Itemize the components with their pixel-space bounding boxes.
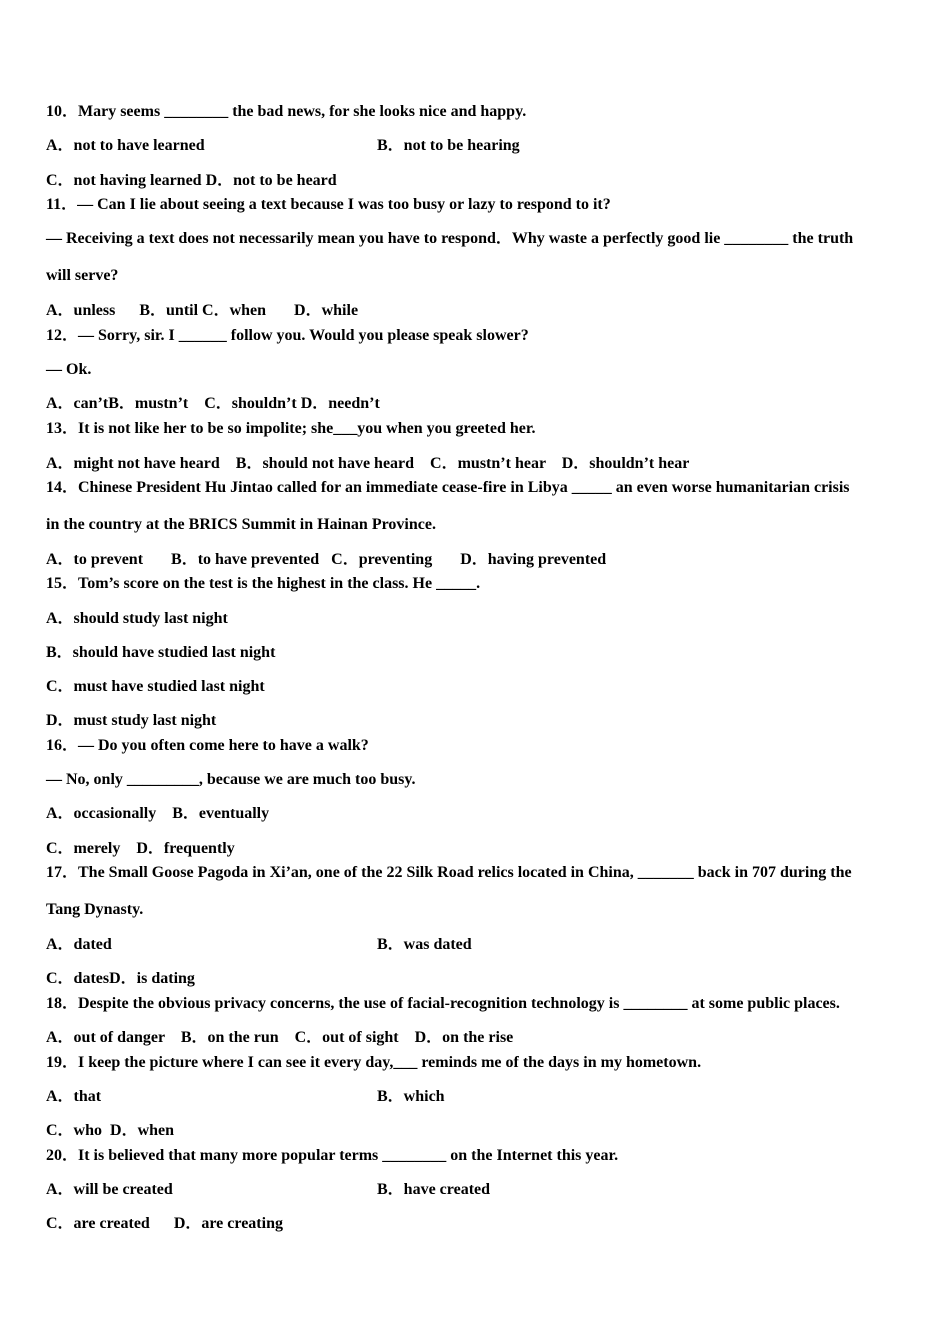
question-13-options: A．might not have heard B．should not have heard C．mustn’t hear D．shouldn’t hear xyxy=(46,455,690,472)
question-20-options-cd: C．are created D．are creating xyxy=(46,1215,283,1232)
question-15-option-c: C．must have studied last night xyxy=(46,678,265,695)
question-15-option-d: D．must study last night xyxy=(46,712,217,729)
question-17-option-b: B．was dated xyxy=(377,936,472,953)
question-11-stem-3: will serve? xyxy=(46,267,119,284)
question-16-stem-1: 16．— Do you often come here to have a walk? xyxy=(46,737,369,754)
question-15-option-b: B．should have studied last night xyxy=(46,644,276,661)
question-17-options-cd: C．datesD．is dating xyxy=(46,970,195,987)
question-14-stem-2: in the country at the BRICS Summit in Hainan Province. xyxy=(46,516,436,533)
question-13-stem: 13．It is not like her to be so impolite; she___you when you greeted her. xyxy=(46,420,536,437)
question-17-stem-1: 17．The Small Goose Pagoda in Xi’an, one of the 22 Silk Road relics located in China, _______ back in 707 during the xyxy=(46,864,852,881)
question-16-stem-2: — No, only _________, because we are much too busy. xyxy=(46,771,416,788)
question-17-option-a: A．dated xyxy=(46,936,112,953)
question-11-stem-1: 11．— Can I lie about seeing a text because I was too busy or lazy to respond to it? xyxy=(46,196,611,213)
question-18-stem: 18．Despite the obvious privacy concerns, the use of facial-recognition technology is ________ at some public places. xyxy=(46,995,840,1012)
question-14-options: A．to prevent B．to have prevented C．preventing D．having prevented xyxy=(46,551,607,568)
question-10-option-a: A．not to have learned xyxy=(46,137,205,154)
question-19-option-b: B．which xyxy=(377,1088,445,1105)
question-10-option-b: B．not to be hearing xyxy=(377,137,520,154)
question-20-option-a: A．will be created xyxy=(46,1181,173,1198)
question-14-stem-1: 14．Chinese President Hu Jintao called for an immediate cease-fire in Libya _____ an even worse humanitarian crisis xyxy=(46,479,850,496)
question-10-stem: 10．Mary seems ________ the bad news, for she looks nice and happy. xyxy=(46,103,527,120)
question-17-stem-2: Tang Dynasty. xyxy=(46,901,144,918)
question-19-option-a: A．that xyxy=(46,1088,102,1105)
question-20-option-b: B．have created xyxy=(377,1181,491,1198)
question-10-options-cd: C．not having learned D．not to be heard xyxy=(46,172,337,189)
question-20-stem: 20．It is believed that many more popular terms ________ on the Internet this year. xyxy=(46,1147,619,1164)
question-12-options: A．can’tB．mustn’t C．shouldn’t D．needn’t xyxy=(46,395,380,412)
question-11-options: A．unless B．until C．when D．while xyxy=(46,302,359,319)
question-18-options: A．out of danger B．on the run C．out of sight D．on the rise xyxy=(46,1029,514,1046)
question-12-stem-1: 12．— Sorry, sir. I ______ follow you. Would you please speak slower? xyxy=(46,327,529,344)
question-11-stem-2: — Receiving a text does not necessarily mean you have to respond．Why waste a perfectly good lie ________ the truth xyxy=(46,230,854,247)
question-19-stem: 19．I keep the picture where I can see it every day,___ reminds me of the days in my hometown. xyxy=(46,1054,702,1071)
question-12-stem-2: — Ok. xyxy=(46,361,92,378)
question-16-options-cd: C．merely D．frequently xyxy=(46,840,235,857)
question-16-options-ab: A．occasionally B．eventually xyxy=(46,805,270,822)
question-15-option-a: A．should study last night xyxy=(46,610,228,627)
question-15-stem: 15．Tom’s score on the test is the highest in the class. He _____. xyxy=(46,575,481,592)
question-19-options-cd: C．who D．when xyxy=(46,1122,175,1139)
